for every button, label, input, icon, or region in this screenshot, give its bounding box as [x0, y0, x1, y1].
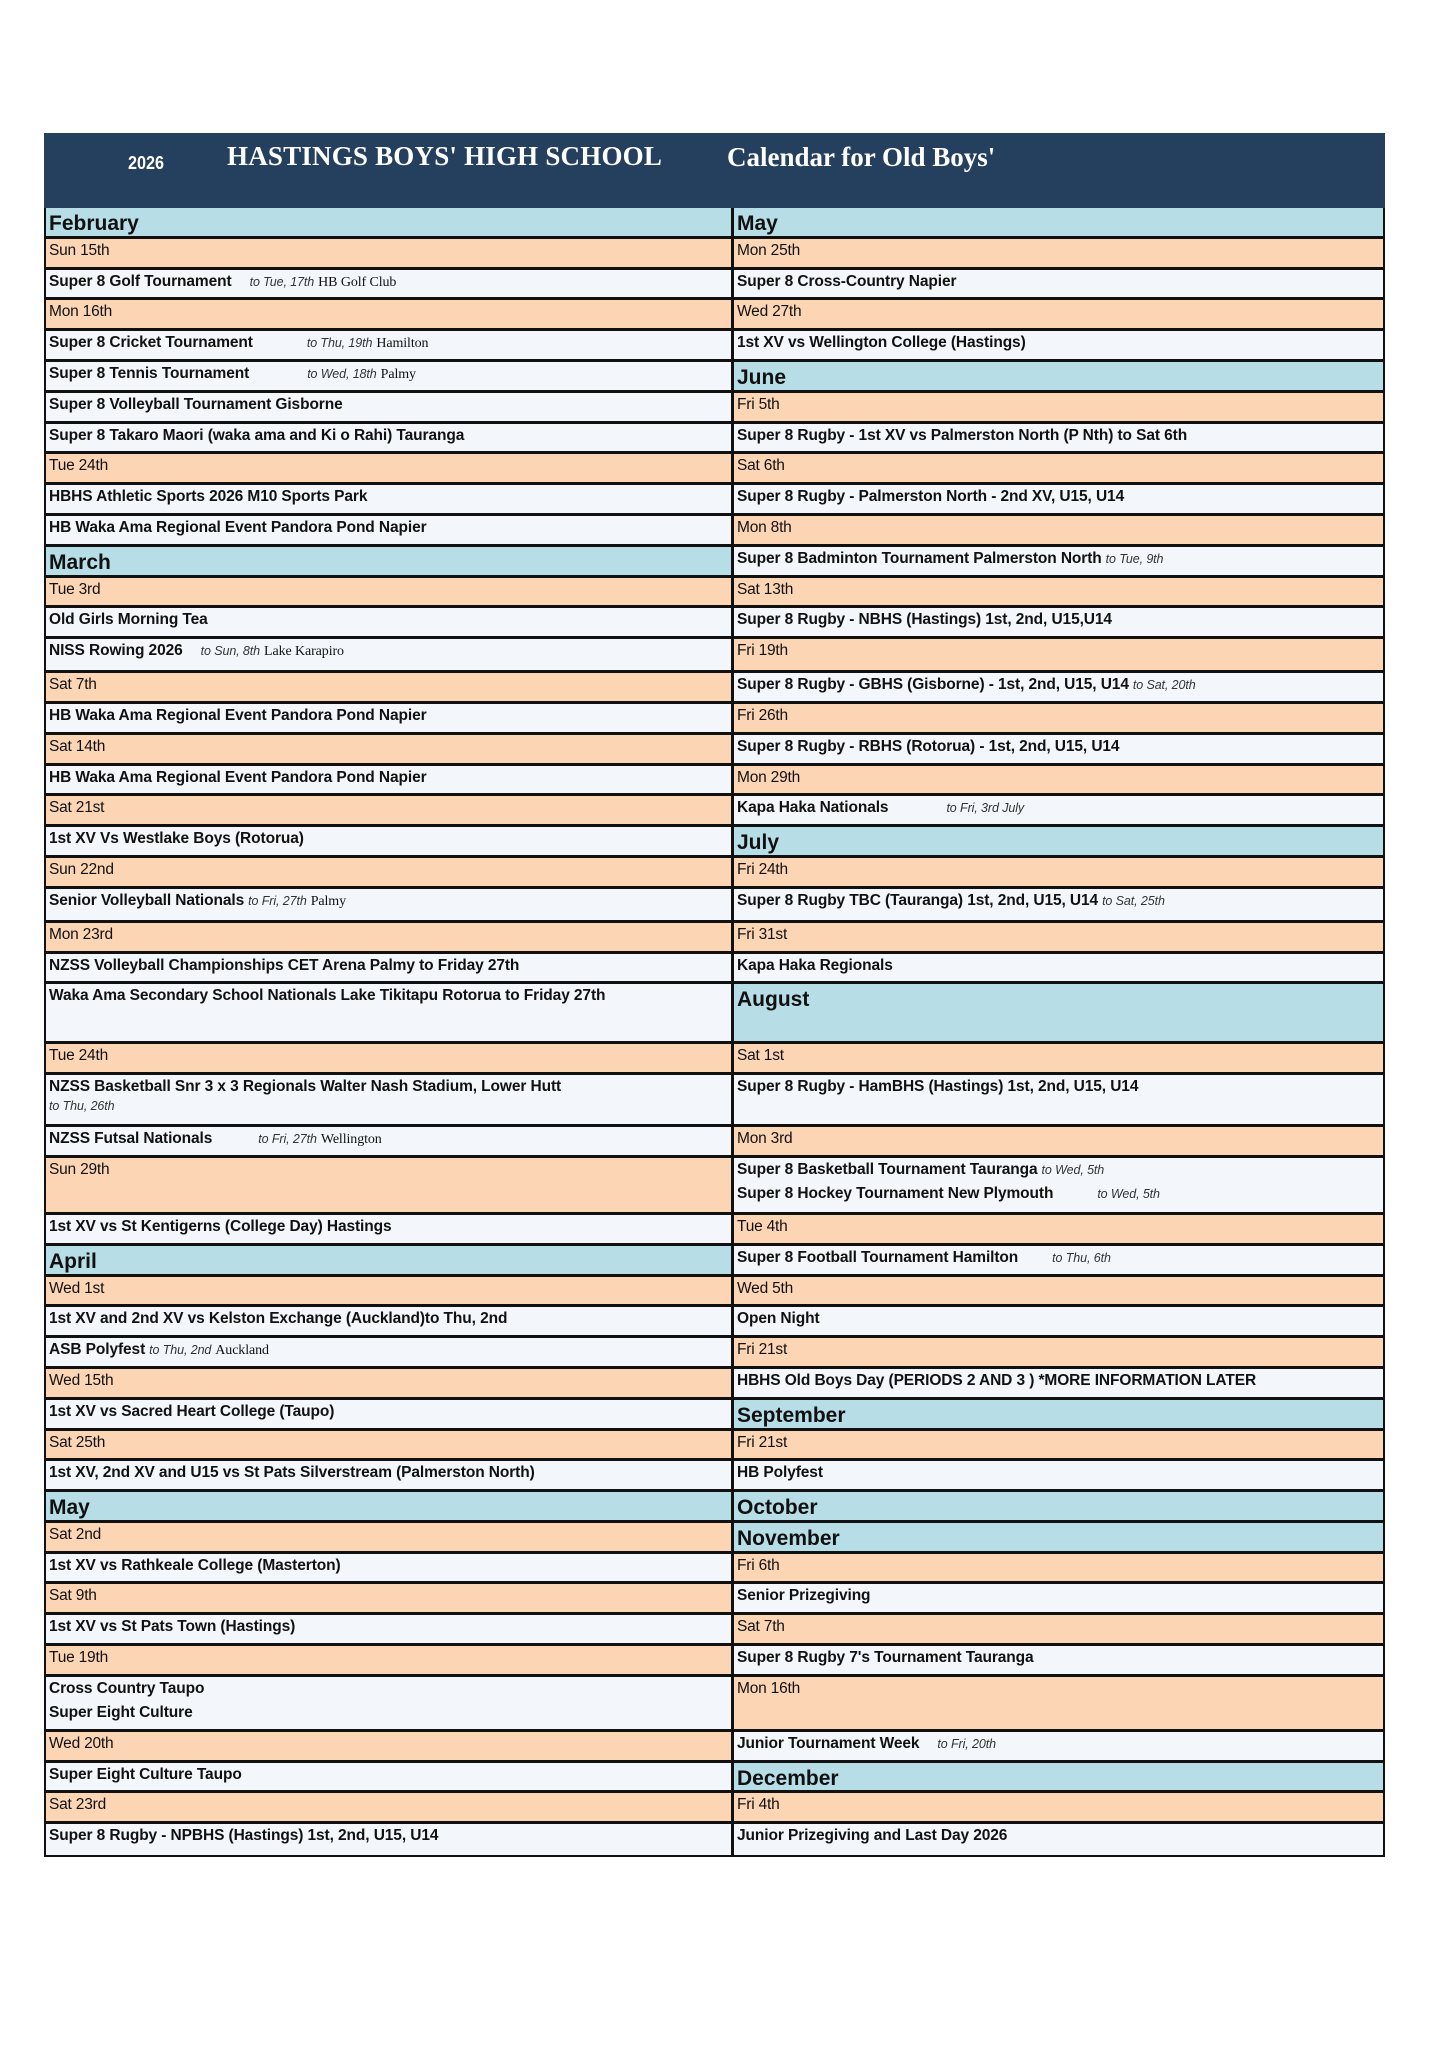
event-title: Super 8 Takaro Maori (waka ama and Ki o Rahi) Tauranga — [49, 426, 465, 444]
event-title: Kapa Haka Nationals — [737, 799, 889, 817]
date-label: Mon 3rd — [737, 1130, 793, 1148]
event-title: 1st XV vs St Kentigerns (College Day) Hastings — [49, 1217, 392, 1235]
date-cell — [734, 393, 1383, 424]
event-title: 1st XV vs St Pats Town (Hastings) — [49, 1618, 296, 1636]
event-cell — [46, 1075, 734, 1127]
month-name: April — [49, 1249, 97, 1273]
date-label: Wed 15th — [49, 1371, 114, 1389]
date-label: Wed 1st — [49, 1279, 105, 1297]
event-cell — [734, 796, 1383, 827]
event-title: Super 8 Basketball Tournament Tauranga — [737, 1160, 1038, 1178]
date-cell — [734, 1615, 1383, 1646]
event-title: Super 8 Rugby - GBHS (Gisborne) - 1st, 2nd, U15, U14 — [737, 676, 1129, 694]
month-name: November — [737, 1526, 840, 1550]
event-title: 1st XV vs Wellington College (Hastings) — [737, 334, 1026, 352]
event-cell — [734, 1307, 1383, 1338]
month-header — [734, 984, 1383, 1044]
date-label: Mon 16th — [737, 1679, 801, 1697]
date-label: Sat 7th — [737, 1618, 785, 1636]
month-header — [734, 1523, 1383, 1554]
event-title: HB Waka Ama Regional Event Pandora Pond Napier — [49, 768, 427, 786]
event-title: Old Girls Morning Tea — [49, 611, 208, 629]
date-cell — [46, 1732, 734, 1763]
month-header — [46, 547, 734, 578]
event-end-date: to Sun, 8th — [200, 644, 261, 659]
event-title: Cross Country Taupo — [49, 1679, 205, 1697]
date-cell — [734, 1677, 1383, 1732]
event-title: Super 8 Cricket Tournament — [49, 334, 253, 352]
event-cell — [46, 1127, 734, 1158]
date-label: Tue 24th — [49, 457, 109, 475]
event-title: Kapa Haka Regionals — [737, 956, 893, 974]
event-end-date: to Wed, 5th — [1041, 1162, 1105, 1177]
event-location: Palmy — [380, 366, 416, 382]
event-title: Junior Tournament Week — [737, 1734, 920, 1752]
event-title: HB Waka Ama Regional Event Pandora Pond Napier — [49, 706, 427, 724]
event-cell — [46, 954, 734, 985]
date-label: Sat 13th — [737, 580, 794, 598]
date-cell — [734, 578, 1383, 609]
header-school-name: HASTINGS BOYS' HIGH SCHOOL — [227, 141, 663, 171]
event-end-date: to Thu, 2nd — [149, 1343, 212, 1358]
date-cell — [734, 639, 1383, 673]
event-title: Super 8 Rugby - Palmerston North - 2nd XV, U15, U14 — [737, 488, 1125, 506]
date-cell — [46, 300, 734, 331]
event-title: Super 8 Rugby 7's Tournament Tauranga — [737, 1649, 1034, 1667]
date-cell — [46, 454, 734, 485]
event-title: Super 8 Volleyball Tournament Gisborne — [49, 395, 343, 413]
event-location: Palmy — [310, 893, 346, 909]
month-name: May — [737, 212, 778, 235]
date-cell — [734, 704, 1383, 735]
event-cell — [734, 547, 1383, 578]
event-cell — [46, 1307, 734, 1338]
date-label: Fri 26th — [737, 706, 788, 724]
date-label: Sat 6th — [737, 457, 785, 475]
event-title: Super 8 Cross-Country Napier — [737, 272, 957, 290]
date-label: Tue 4th — [737, 1217, 788, 1235]
month-name: September — [737, 1403, 846, 1427]
event-cell — [46, 1763, 734, 1794]
date-cell — [734, 1044, 1383, 1075]
event-cell — [734, 1158, 1383, 1215]
event-location: Auckland — [215, 1343, 269, 1359]
event-cell — [734, 1075, 1383, 1127]
event-cell — [46, 362, 734, 393]
date-label: Fri 31st — [737, 925, 788, 943]
event-cell — [46, 393, 734, 424]
header-subtitle: Calendar for Old Boys' — [727, 142, 996, 172]
date-cell — [46, 673, 734, 704]
date-cell — [46, 578, 734, 609]
date-cell — [46, 1369, 734, 1400]
event-end-date: to Tue, 17th — [249, 274, 315, 289]
date-label: Tue 3rd — [49, 580, 101, 598]
event-title: 1st XV, 2nd XV and U15 vs St Pats Silverstream (Palmerston North) — [49, 1464, 535, 1482]
event-title: Super 8 Rugby - RBHS (Rotorua) - 1st, 2nd, U15, U14 — [737, 737, 1120, 755]
month-header — [734, 1492, 1383, 1523]
event-title: Senior Prizegiving — [737, 1587, 871, 1605]
event-end-date: to Fri, 27th — [248, 893, 307, 908]
date-cell — [46, 923, 734, 954]
event-end-date: to Wed, 18th — [307, 366, 377, 381]
event-cell — [46, 485, 734, 516]
date-label: Wed 5th — [737, 1279, 794, 1297]
event-cell — [46, 1400, 734, 1431]
event-cell — [46, 984, 734, 1044]
month-name: May — [49, 1496, 90, 1520]
event-cell — [46, 1461, 734, 1492]
date-label: Sat 14th — [49, 737, 106, 755]
date-cell — [734, 1127, 1383, 1158]
event-cell — [734, 954, 1383, 985]
event-title: Super 8 Hockey Tournament New Plymouth — [737, 1184, 1054, 1202]
event-cell — [734, 608, 1383, 639]
month-header — [734, 827, 1383, 858]
event-end-date: to Thu, 6th — [1052, 1250, 1111, 1265]
date-cell — [46, 735, 734, 766]
date-cell — [734, 516, 1383, 547]
event-cell — [734, 424, 1383, 455]
event-cell — [46, 424, 734, 455]
date-cell — [46, 239, 734, 270]
event-title: Super 8 Rugby - HamBHS (Hastings) 1st, 2nd, U15, U14 — [737, 1078, 1139, 1096]
event-second-line — [49, 1702, 727, 1724]
date-cell — [734, 923, 1383, 954]
date-label: Sat 25th — [49, 1433, 106, 1451]
event-title: Super 8 Badminton Tournament Palmerston North — [737, 549, 1102, 567]
event-title: Super 8 Golf Tournament — [49, 272, 232, 290]
event-end-date: to Fri, 20th — [937, 1736, 996, 1751]
event-cell — [734, 1369, 1383, 1400]
date-label: Sat 7th — [49, 676, 97, 694]
event-title: HBHS Old Boys Day (PERIODS 2 AND 3 ) *MORE INFORMATION LATER — [737, 1371, 1257, 1389]
event-end-date: to Tue, 9th — [1105, 551, 1164, 566]
date-cell — [734, 1215, 1383, 1246]
date-cell — [734, 858, 1383, 889]
date-cell — [734, 766, 1383, 797]
event-end-date: to Fri, 3rd July — [946, 801, 1025, 816]
month-header — [734, 1763, 1383, 1794]
date-label: Sat 21st — [49, 799, 105, 817]
month-header — [46, 208, 734, 239]
date-cell — [734, 239, 1383, 270]
date-cell — [46, 1431, 734, 1462]
date-cell — [734, 1338, 1383, 1369]
event-location: Wellington — [320, 1132, 382, 1148]
event-title: NZSS Basketball Snr 3 x 3 Regionals Walter Nash Stadium, Lower Hutt — [49, 1078, 562, 1096]
date-cell — [734, 300, 1383, 331]
date-label: Mon 25th — [737, 241, 801, 259]
date-cell — [46, 1044, 734, 1075]
date-label: Wed 20th — [49, 1734, 114, 1752]
event-title: Super Eight Culture — [49, 1703, 193, 1721]
date-label: Mon 29th — [737, 768, 801, 786]
event-title: Super 8 Tennis Tournament — [49, 364, 250, 382]
month-name: June — [737, 365, 787, 389]
date-cell — [46, 1523, 734, 1554]
event-cell — [734, 735, 1383, 766]
event-cell — [734, 331, 1383, 362]
event-cell — [734, 1246, 1383, 1277]
event-location: HB Golf Club — [318, 274, 397, 290]
date-label: Sat 9th — [49, 1587, 97, 1605]
event-title: NISS Rowing 2026 — [49, 642, 183, 660]
event-cell — [46, 1338, 734, 1369]
event-title: Super 8 Rugby TBC (Tauranga) 1st, 2nd, U15, U14 — [737, 891, 1099, 909]
date-cell — [46, 1584, 734, 1615]
event-title: Super Eight Culture Taupo — [49, 1765, 242, 1783]
event-end-date: to Wed, 5th — [1097, 1186, 1160, 1201]
event-second-line — [737, 1183, 1379, 1205]
event-title: Super 8 Rugby - NBHS (Hastings) 1st, 2nd, U15,U14 — [737, 611, 1112, 629]
event-cell — [734, 485, 1383, 516]
event-cell — [46, 1824, 734, 1855]
date-label: Sun 29th — [49, 1160, 110, 1178]
event-cell — [734, 889, 1383, 923]
month-name: March — [49, 550, 111, 574]
event-end-date: to Sat, 20th — [1132, 678, 1196, 693]
event-end-date: to Fri, 27th — [258, 1132, 317, 1147]
event-title: Waka Ama Secondary School Nationals Lake Tikitapu Rotorua to Friday 27th — [49, 987, 606, 1005]
event-title: Super 8 Rugby - 1st XV vs Palmerston North (P Nth) to Sat 6th — [737, 426, 1188, 444]
event-title: ASB Polyfest — [49, 1341, 146, 1359]
date-cell — [734, 1277, 1383, 1308]
month-header — [734, 208, 1383, 239]
event-title: HBHS Athletic Sports 2026 M10 Sports Park — [49, 488, 368, 506]
calendar-header — [44, 133, 1385, 209]
date-cell — [46, 1277, 734, 1308]
event-cell — [46, 608, 734, 639]
event-location: Hamilton — [376, 336, 429, 352]
event-cell — [734, 1732, 1383, 1763]
event-title: 1st XV vs Rathkeale College (Masterton) — [49, 1556, 341, 1574]
event-cell — [734, 1646, 1383, 1677]
date-label: Sat 1st — [737, 1047, 784, 1065]
date-label: Tue 24th — [49, 1047, 109, 1065]
event-cell — [46, 516, 734, 547]
event-cell — [46, 1215, 734, 1246]
header-year: 2026 — [128, 153, 165, 173]
month-name: December — [737, 1766, 839, 1790]
date-cell — [46, 1158, 734, 1215]
date-label: Tue 19th — [49, 1649, 109, 1667]
event-title: HB Waka Ama Regional Event Pandora Pond Napier — [49, 518, 427, 536]
event-title: Junior Prizegiving and Last Day 2026 — [737, 1827, 1008, 1845]
date-label: Sun 22nd — [49, 860, 114, 878]
event-title: 1st XV and 2nd XV vs Kelston Exchange (Auckland)to Thu, 2nd — [49, 1310, 508, 1328]
event-cell — [46, 1554, 734, 1585]
event-cell — [46, 1677, 734, 1732]
date-cell — [734, 1793, 1383, 1824]
event-title: NZSS Volleyball Championships CET Arena Palmy to Friday 27th — [49, 956, 520, 974]
date-label: Mon 8th — [737, 518, 792, 536]
event-title: Super 8 Football Tournament Hamilton — [737, 1248, 1019, 1266]
date-cell — [734, 454, 1383, 485]
event-cell — [46, 889, 734, 923]
event-end-date: to Sat, 25th — [1102, 893, 1165, 908]
event-cell — [734, 1584, 1383, 1615]
event-title: Super 8 Rugby - NPBHS (Hastings) 1st, 2nd, U15, U14 — [49, 1827, 439, 1845]
month-name: February — [49, 212, 139, 235]
month-header — [46, 1246, 734, 1277]
date-cell — [734, 1554, 1383, 1585]
event-cell — [46, 639, 734, 673]
month-header — [46, 1492, 734, 1523]
event-cell — [46, 1615, 734, 1646]
event-cell — [734, 270, 1383, 301]
event-end-date: to Thu, 19th — [306, 336, 373, 351]
date-label: Fri 5th — [737, 395, 780, 413]
event-title: 1st XV vs Sacred Heart College (Taupo) — [49, 1402, 335, 1420]
month-header — [734, 1400, 1383, 1431]
date-label: Fri 6th — [737, 1556, 780, 1574]
event-title: HB Polyfest — [737, 1464, 823, 1482]
event-title: 1st XV Vs Westlake Boys (Rotorua) — [49, 830, 304, 848]
date-label: Mon 23rd — [49, 925, 113, 943]
event-cell — [734, 1824, 1383, 1855]
event-cell — [734, 1461, 1383, 1492]
date-cell — [46, 796, 734, 827]
month-name: October — [737, 1496, 818, 1520]
date-label: Fri 21st — [737, 1433, 788, 1451]
month-name: July — [737, 831, 780, 855]
date-label: Fri 19th — [737, 642, 788, 660]
event-cell — [46, 270, 734, 301]
event-cell — [46, 331, 734, 362]
date-label: Fri 4th — [737, 1796, 780, 1814]
calendar-table — [44, 208, 1385, 1857]
month-name: August — [737, 988, 810, 1012]
event-location: Lake Karapiro — [264, 644, 344, 660]
date-label: Mon 16th — [49, 303, 113, 321]
date-label: Fri 21st — [737, 1341, 788, 1359]
date-label: Sun 15th — [49, 241, 110, 259]
event-end-date: to Thu, 26th — [49, 1099, 115, 1114]
event-cell — [46, 704, 734, 735]
date-cell — [46, 858, 734, 889]
date-label: Wed 27th — [737, 303, 802, 321]
month-header — [734, 362, 1383, 393]
event-title: NZSS Futsal Nationals — [49, 1130, 213, 1148]
event-cell — [46, 766, 734, 797]
date-label: Sat 2nd — [49, 1525, 102, 1543]
date-label: Fri 24th — [737, 860, 788, 878]
date-cell — [46, 1793, 734, 1824]
date-cell — [46, 1646, 734, 1677]
date-label: Sat 23rd — [49, 1796, 106, 1814]
event-cell — [734, 673, 1383, 704]
event-title: Senior Volleyball Nationals — [49, 891, 245, 909]
event-title: Open Night — [737, 1310, 820, 1328]
date-cell — [734, 1431, 1383, 1462]
event-cell — [46, 827, 734, 858]
